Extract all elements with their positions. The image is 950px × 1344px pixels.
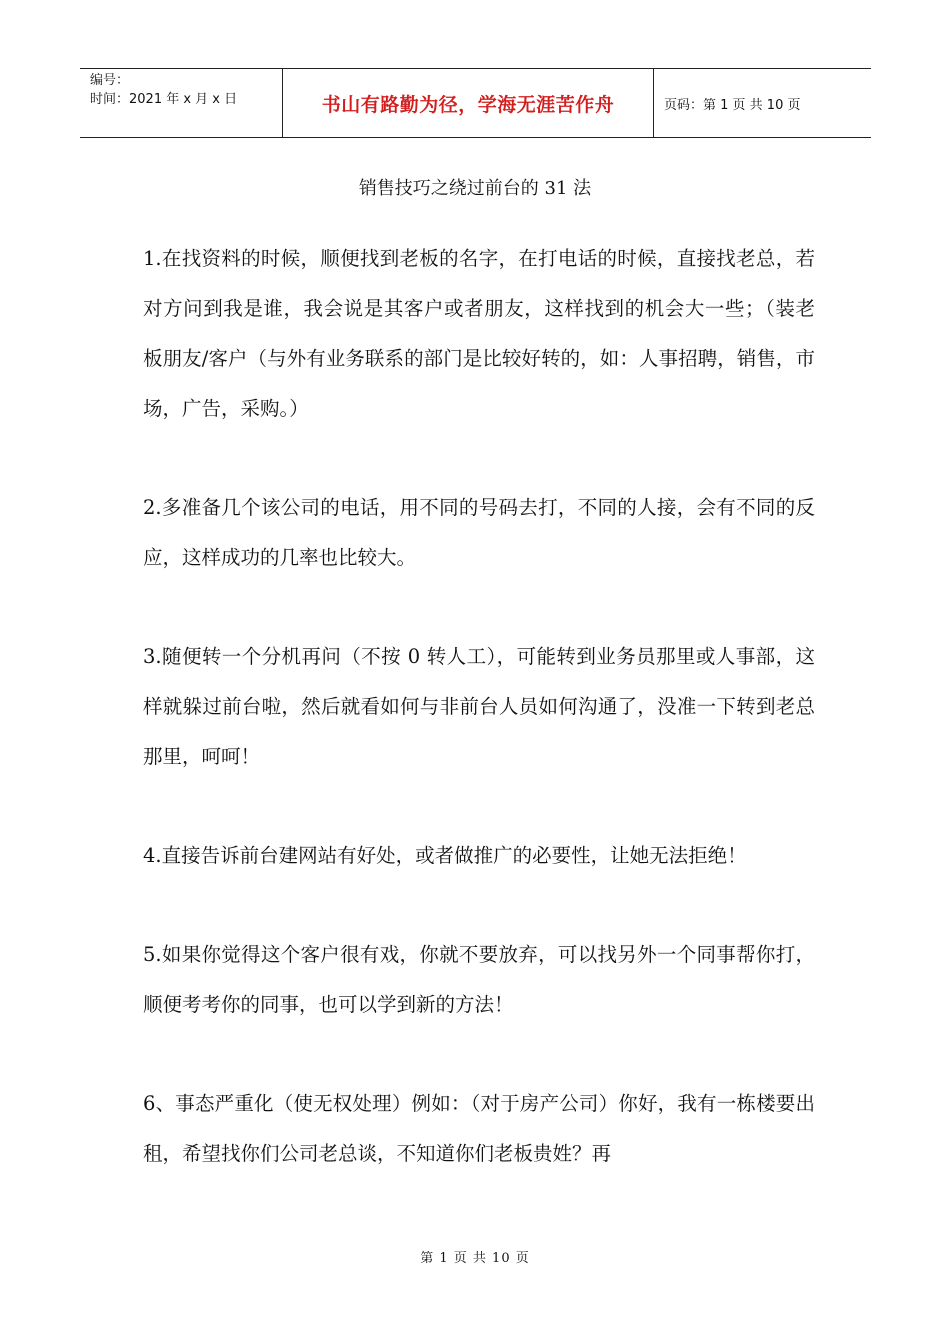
header-table [80,68,871,138]
motto-text: 书山有路勤为径，学海无涯苦作舟 [321,93,615,116]
header-motto-cell [282,69,654,137]
document-body [143,234,815,1228]
paragraph-2: 2.多准备几个该公司的电话，用不同的号码去打，不同的人接，会有不同的反应，这样成功的几率也比较大。 [143,496,815,569]
page-info: 页码：第 1 页 共 10 页 [664,97,801,113]
document-title: 销售技巧之绕过前台的 31 法 [358,178,592,199]
page-footer: 第 1 页 共 10 页 [420,1251,530,1266]
paragraph-5: 5.如果你觉得这个客户很有戏，你就不要放弃，可以找另外一个同事帮你打，顺便考考你的同事，也可以学到新的方法！ [143,943,815,1016]
time-label: 时间：2021 年 x 月 x 日 [90,92,238,107]
paragraph-4: 4.直接告诉前台建网站有好处，或者做推广的必要性，让她无法拒绝！ [143,844,747,867]
paragraph-6: 6、事态严重化（使无权处理）例如：（对于房产公司）你好，我有一栋楼要出租，希望找你们公司老总谈，不知道你们老板贵姓？再 [143,1092,815,1165]
header-meta-cell [80,69,282,137]
paragraph-3: 3.随便转一个分机再问（不按 0 转人工），可能转到业务员那里或人事部，这样就躲过前台啦，然后就看如何与非前台人员如何沟通了，没准一下转到老总那里，呵呵！ [143,645,815,768]
header-page-cell [654,69,871,137]
number-label: 编号： [90,73,130,88]
paragraph-1: 1.在找资料的时候，顺便找到老板的名字，在打电话的时候，直接找老总，若对方问到我是谁，我会说是其客户或者朋友，这样找到的机会大一些；（装老板朋友/客户（与外有业务联系的部门是比较好转的，如：人事招聘，销售，市场，广告，采购。） [143,247,815,420]
